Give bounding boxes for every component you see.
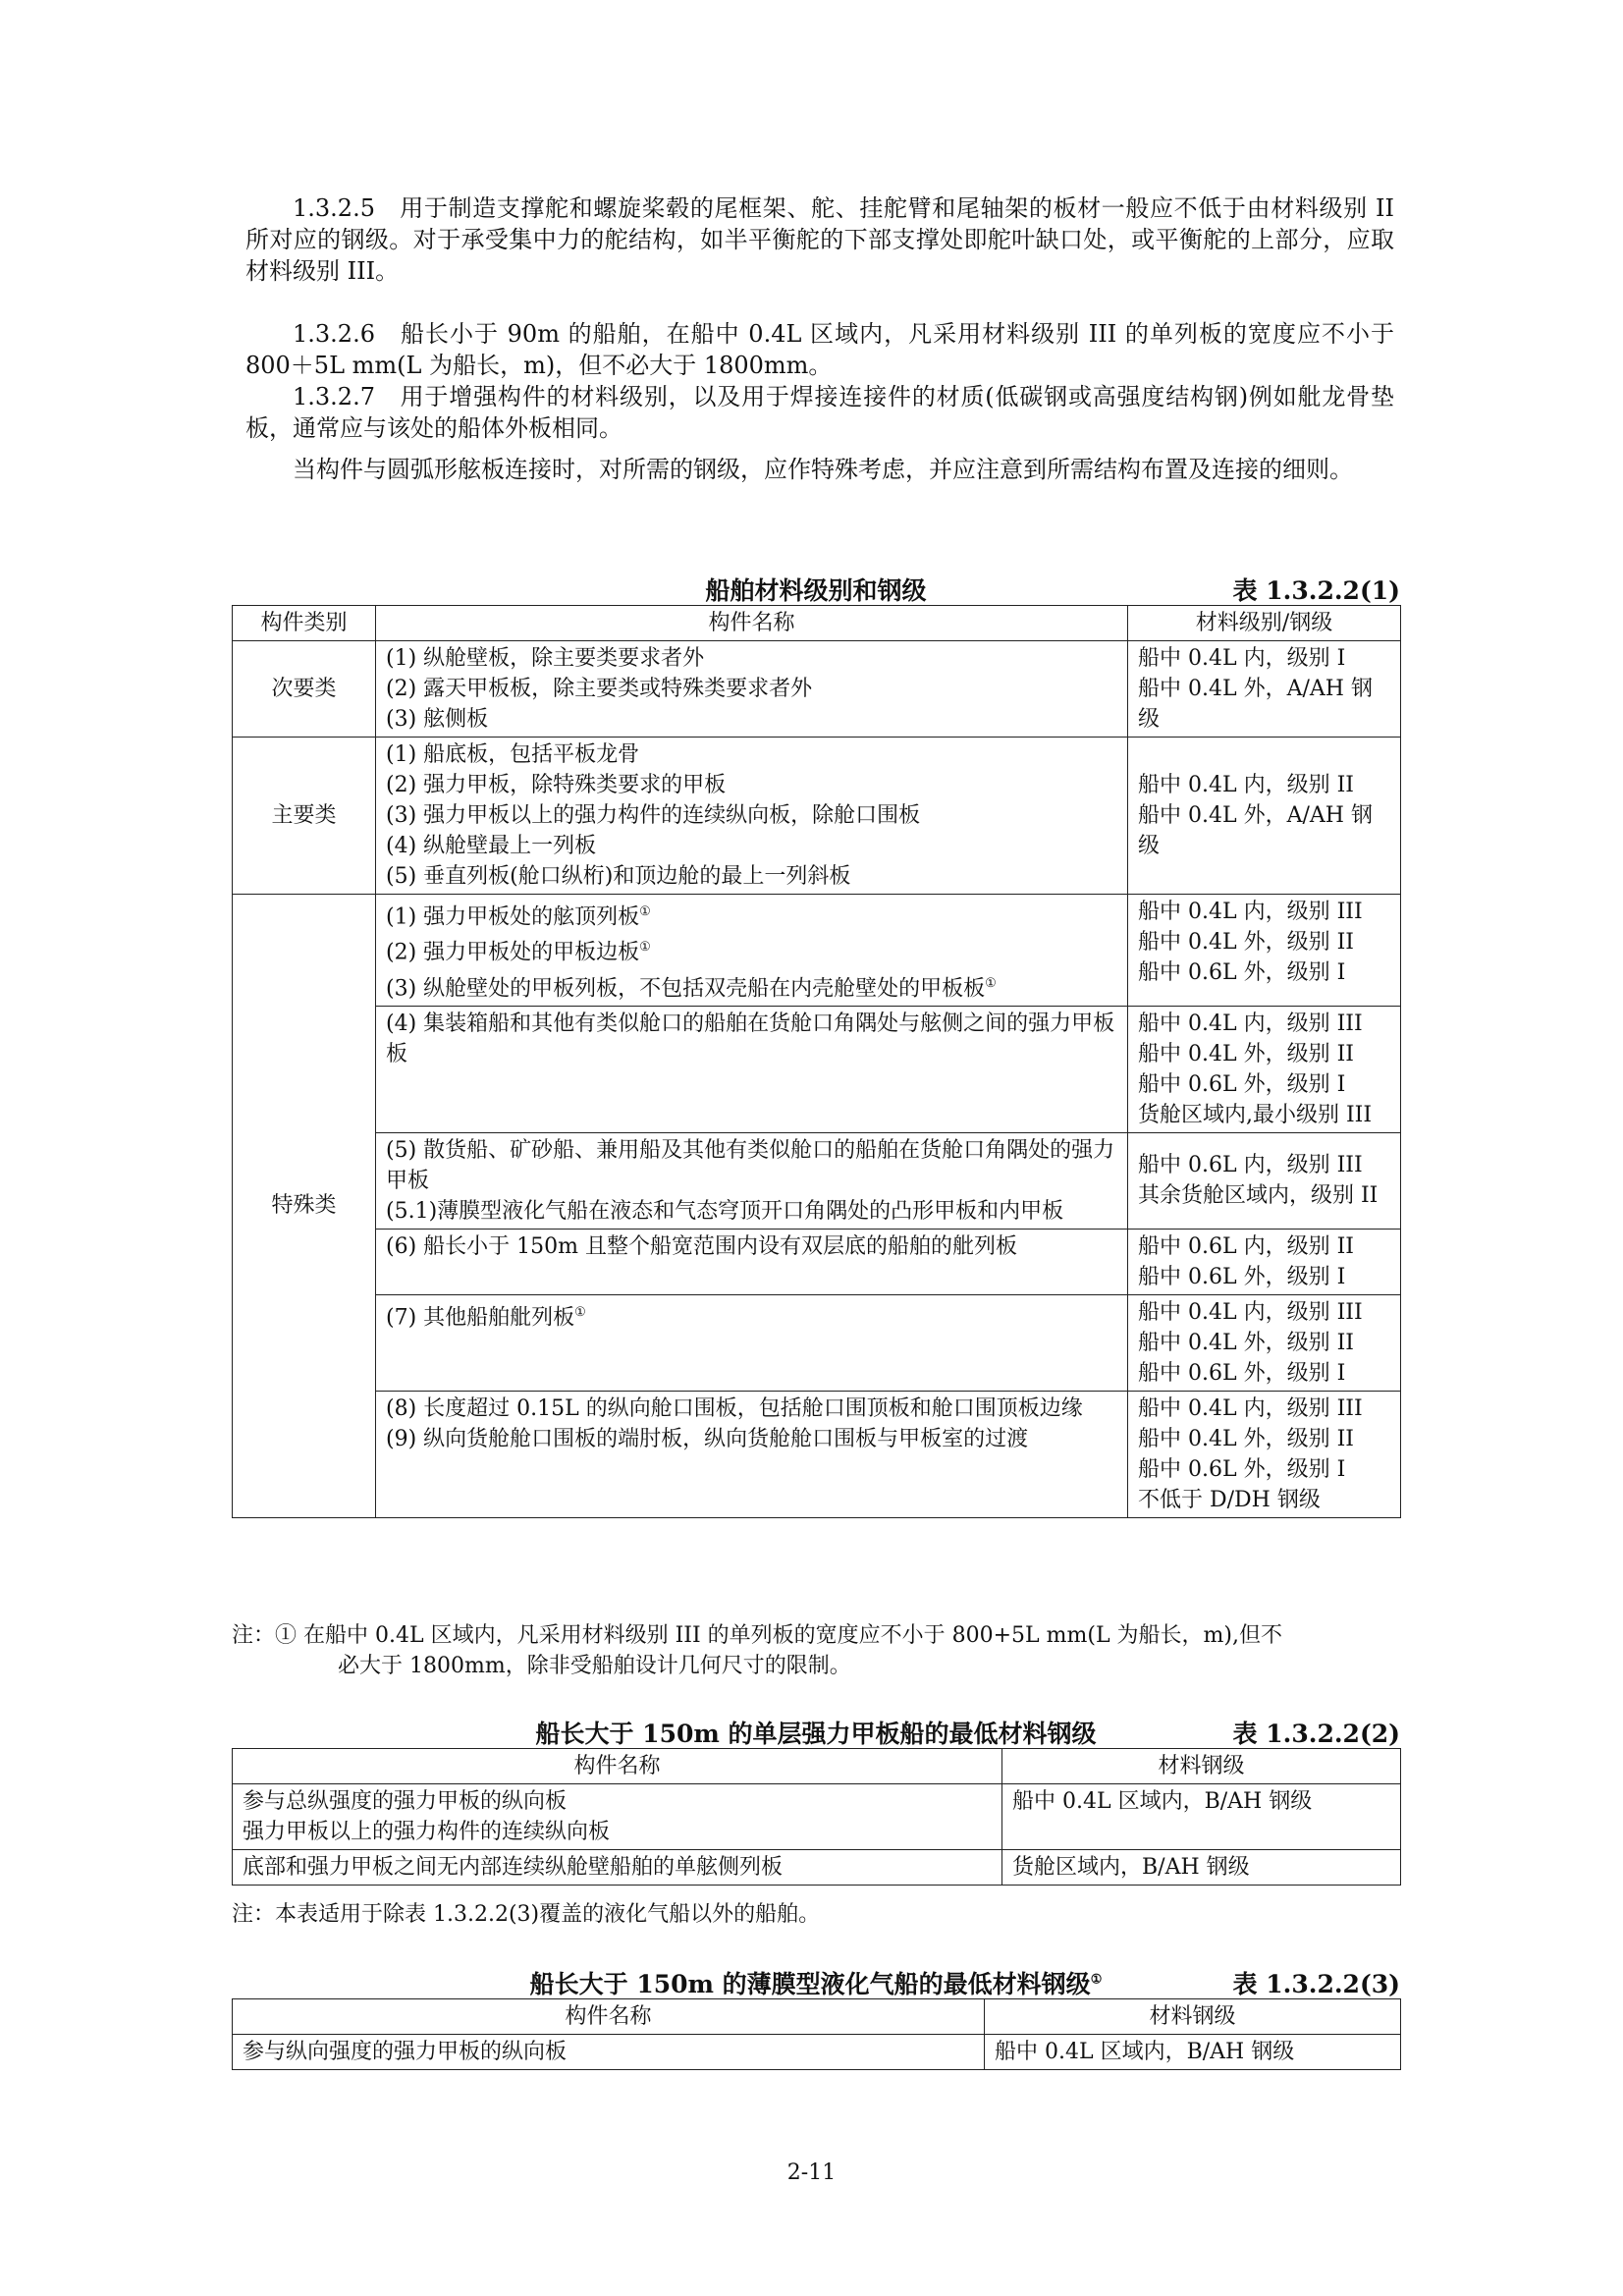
table-row xyxy=(233,1850,1401,1886)
grade-cell xyxy=(1128,1229,1401,1294)
grade-text: 船中 0.4L 外，A/AH 钢级 xyxy=(1138,677,1373,732)
member-names xyxy=(233,1784,1002,1850)
table-row xyxy=(233,738,1401,895)
member-name: 强力甲板以上的强力构件的连续纵向板 xyxy=(243,1820,611,1844)
grade-text: 船中 0.4L 内，级别 III xyxy=(1138,1395,1363,1421)
table-row xyxy=(233,1132,1401,1229)
member-name: (2) 露天甲板板，除主要类或特殊类要求者外 xyxy=(386,677,813,701)
grade-text: 船中 0.4L 外，级别 II xyxy=(1138,1041,1354,1066)
member-names xyxy=(376,641,1128,738)
table-row xyxy=(233,2035,1401,2070)
grade-text: 船中 0.6L 内，级别 III xyxy=(1138,1153,1363,1178)
grade-cell: 货舱区域内，B/AH 钢级 xyxy=(1002,1850,1401,1886)
table1-header-category: 构件类别 xyxy=(233,606,376,641)
grade-text: 船中 0.6L 内，级别 II xyxy=(1138,1233,1354,1259)
table2 xyxy=(232,1748,1401,1886)
member-name: (7) 其他船舶舭列板① xyxy=(386,1304,586,1331)
member-name: (1) 纵舱壁板，除主要类要求者外 xyxy=(386,646,705,671)
paragraph-1-3-2-5: 1.3.2.5 用于制造支撑舵和螺旋桨毂的尾框架、舵、挂舵臂和尾轴架的板材一般应不低于由材料级别 II 所对应的钢级。对于承受集中力的舵结构，如半平衡舵的下部支撑处即舵叶缺口处，或平衡舵的上部分，应取材料级别 III。 xyxy=(245,194,1394,285)
table-row xyxy=(233,1391,1401,1517)
footnote-mark: ① xyxy=(639,940,651,956)
member-name: (6) 船长小于 150m 且整个船宽范围内设有双层底的船舶的舭列板 xyxy=(386,1233,1017,1259)
grade-text: 船中 0.4L 外，级别 II xyxy=(1138,930,1354,955)
table2-header-name: 构件名称 xyxy=(233,1749,1002,1784)
category-secondary: 次要类 xyxy=(233,641,376,738)
table3-header-row xyxy=(233,1999,1401,2035)
member-names xyxy=(376,1006,1128,1132)
table-row xyxy=(233,1229,1401,1294)
footnote-mark: ① xyxy=(985,975,997,991)
grade-text: 船中 0.4L 内，级别 III xyxy=(1138,1011,1363,1036)
table1-caption xyxy=(232,572,1400,605)
member-name: (5.1)薄膜型液化气船在液态和气态穹顶开口角隅处的凸形甲板和内甲板 xyxy=(386,1198,1064,1224)
grade-text: 船中 0.4L 外，级别 II xyxy=(1138,1426,1354,1451)
grade-cell xyxy=(1128,1132,1401,1229)
table1-number: 表 1.3.2.2(1) xyxy=(1232,576,1400,605)
table2-header-row xyxy=(233,1749,1401,1784)
table3-title: 船长大于 150m 的薄膜型液化气船的最低材料钢级① xyxy=(529,1970,1103,1998)
grade-cell: 船中 0.4L 区域内，B/AH 钢级 xyxy=(985,2035,1401,2070)
grade-text: 船中 0.4L 内，级别 II xyxy=(1138,773,1354,797)
member-names xyxy=(376,1132,1128,1229)
table3-header-grade: 材料钢级 xyxy=(985,1999,1401,2035)
grade-text: 船中 0.4L 内，级别 III xyxy=(1138,900,1363,924)
category-primary: 主要类 xyxy=(233,738,376,895)
member-names xyxy=(376,1229,1128,1294)
table2-footnote: 注：本表适用于除表 1.3.2.2(3)覆盖的液化气船以外的船舶。 xyxy=(232,1902,821,1927)
table2-caption xyxy=(232,1715,1400,1748)
member-name: (2) 强力甲板，除特殊类要求的甲板 xyxy=(386,773,727,797)
grade-text: 不低于 D/DH 钢级 xyxy=(1138,1487,1321,1512)
grade-cell xyxy=(1128,895,1401,1007)
member-name: (4) 集装箱船和其他有类似舱口的船舶在货舱口角隅处与舷侧之间的强力甲板板 xyxy=(386,1011,1115,1066)
member-name: (3) 纵舱壁处的甲板列板，不包括双壳船在内壳舱壁处的甲板板① xyxy=(386,975,997,1001)
member-names xyxy=(376,1294,1128,1391)
grade-cell xyxy=(1128,1391,1401,1517)
table3-number: 表 1.3.2.2(3) xyxy=(1232,1970,1400,1998)
footnote-line: 注：① 在船中 0.4L 区域内，凡采用材料级别 III 的单列板的宽度应不小于 800+5L mm(L 为船长，m),但不 xyxy=(232,1623,1282,1648)
member-name: (2) 强力甲板处的甲板边板① xyxy=(386,940,651,965)
grade-text: 船中 0.4L 内，级别 III xyxy=(1138,1299,1363,1325)
member-name: (1) 船底板，包括平板龙骨 xyxy=(386,742,640,767)
member-names xyxy=(376,895,1128,1007)
table-row xyxy=(233,1006,1401,1132)
footnote-mark: ① xyxy=(574,1304,586,1320)
member-name: (4) 纵舱壁最上一列板 xyxy=(386,834,597,858)
member-name: (5) 垂直列板(舱口纵桁)和顶边舱的最上一列斜板 xyxy=(386,864,851,889)
table3-header-name: 构件名称 xyxy=(233,1999,985,2035)
member-name: 底部和强力甲板之间无内部连续纵舱壁船舶的单舷侧列板 xyxy=(233,1850,1002,1886)
table1-footnote xyxy=(232,1620,1400,1681)
table2-title: 船长大于 150m 的单层强力甲板船的最低材料钢级 xyxy=(535,1720,1097,1748)
paragraph-arc-plate: 当构件与圆弧形舷板连接时，对所需的钢级，应作特殊考虑，并应注意到所需结构布置及连接的细则。 xyxy=(293,456,1353,483)
grade-text: 船中 0.6L 外，级别 I xyxy=(1138,1264,1346,1289)
table-row xyxy=(233,1784,1401,1850)
member-name: (9) 纵向货舱舱口围板的端肘板，纵向货舱舱口围板与甲板室的过渡 xyxy=(386,1426,1029,1451)
member-name: (3) 舷侧板 xyxy=(386,707,489,732)
table1-header-grade: 材料级别/钢级 xyxy=(1128,606,1401,641)
grade-cell xyxy=(1128,1294,1401,1391)
footnote-mark: ① xyxy=(639,904,651,919)
table3 xyxy=(232,1998,1401,2070)
paragraph-1-3-2-7: 1.3.2.7 用于增强构件的材料级别，以及用于焊接连接件的材质(低碳钢或高强度结构钢)例如舭龙骨垫板，通常应与该处的船体外板相同。 xyxy=(245,383,1394,442)
category-special: 特殊类 xyxy=(233,895,376,1518)
table-row xyxy=(233,641,1401,738)
member-name: 参与纵向强度的强力甲板的纵向板 xyxy=(233,2035,985,2070)
grade-text: 船中 0.6L 外，级别 I xyxy=(1138,1071,1346,1097)
grade-text: 船中 0.6L 外，级别 I xyxy=(1138,960,1346,985)
grade-text: 其余货舱区域内，级别 II xyxy=(1138,1183,1379,1209)
footnote-mark: ① xyxy=(1090,1972,1103,1988)
page-number: 2-11 xyxy=(786,2160,837,2185)
member-names xyxy=(376,1391,1128,1517)
member-name: (5) 散货船、矿砂船、兼用船及其他有类似舱口的船舶在货舱口角隅处的强力甲板 xyxy=(386,1137,1115,1193)
grade-cell xyxy=(1128,738,1401,895)
member-name: 参与总纵强度的强力甲板的纵向板 xyxy=(243,1789,568,1814)
grade-text: 船中 0.6L 外，级别 I xyxy=(1138,1360,1346,1386)
grade-cell: 船中 0.4L 区域内，B/AH 钢级 xyxy=(1002,1784,1401,1850)
table1 xyxy=(232,605,1401,1518)
paragraph-1-3-2-6: 1.3.2.6 船长小于 90m 的船舶，在船中 0.4L 区域内，凡采用材料级别 III 的单列板的宽度应不小于 800＋5L mm(L 为船长，m)，但不必大于 1800mm。 xyxy=(245,320,1394,379)
table-row xyxy=(233,895,1401,1007)
grade-text: 船中 0.4L 外，级别 II xyxy=(1138,1330,1354,1355)
table1-title: 船舶材料级别和钢级 xyxy=(705,576,927,605)
member-name: (3) 强力甲板以上的强力构件的连续纵向板，除舱口围板 xyxy=(386,803,921,828)
grade-cell xyxy=(1128,1006,1401,1132)
grade-text: 船中 0.6L 外，级别 I xyxy=(1138,1456,1346,1482)
table1-header-row xyxy=(233,606,1401,641)
member-name: (1) 强力甲板处的舷顶列板① xyxy=(386,904,651,930)
table2-number: 表 1.3.2.2(2) xyxy=(1232,1720,1400,1748)
grade-cell xyxy=(1128,641,1401,738)
member-name: (8) 长度超过 0.15L 的纵向舱口围板，包括舱口围顶板和舱口围顶板边缘 xyxy=(386,1395,1083,1421)
table2-header-grade: 材料钢级 xyxy=(1002,1749,1401,1784)
table3-caption xyxy=(232,1965,1400,1998)
grade-text: 船中 0.4L 内，级别 I xyxy=(1138,646,1346,671)
grade-text: 货舱区域内,最小级别 III xyxy=(1138,1102,1373,1127)
table1-header-name: 构件名称 xyxy=(376,606,1128,641)
member-names xyxy=(376,738,1128,895)
footnote-line: 必大于 1800mm，除非受船舶设计几何尺寸的限制。 xyxy=(338,1654,851,1678)
grade-text: 船中 0.4L 外，A/AH 钢级 xyxy=(1138,803,1373,858)
table-row xyxy=(233,1294,1401,1391)
